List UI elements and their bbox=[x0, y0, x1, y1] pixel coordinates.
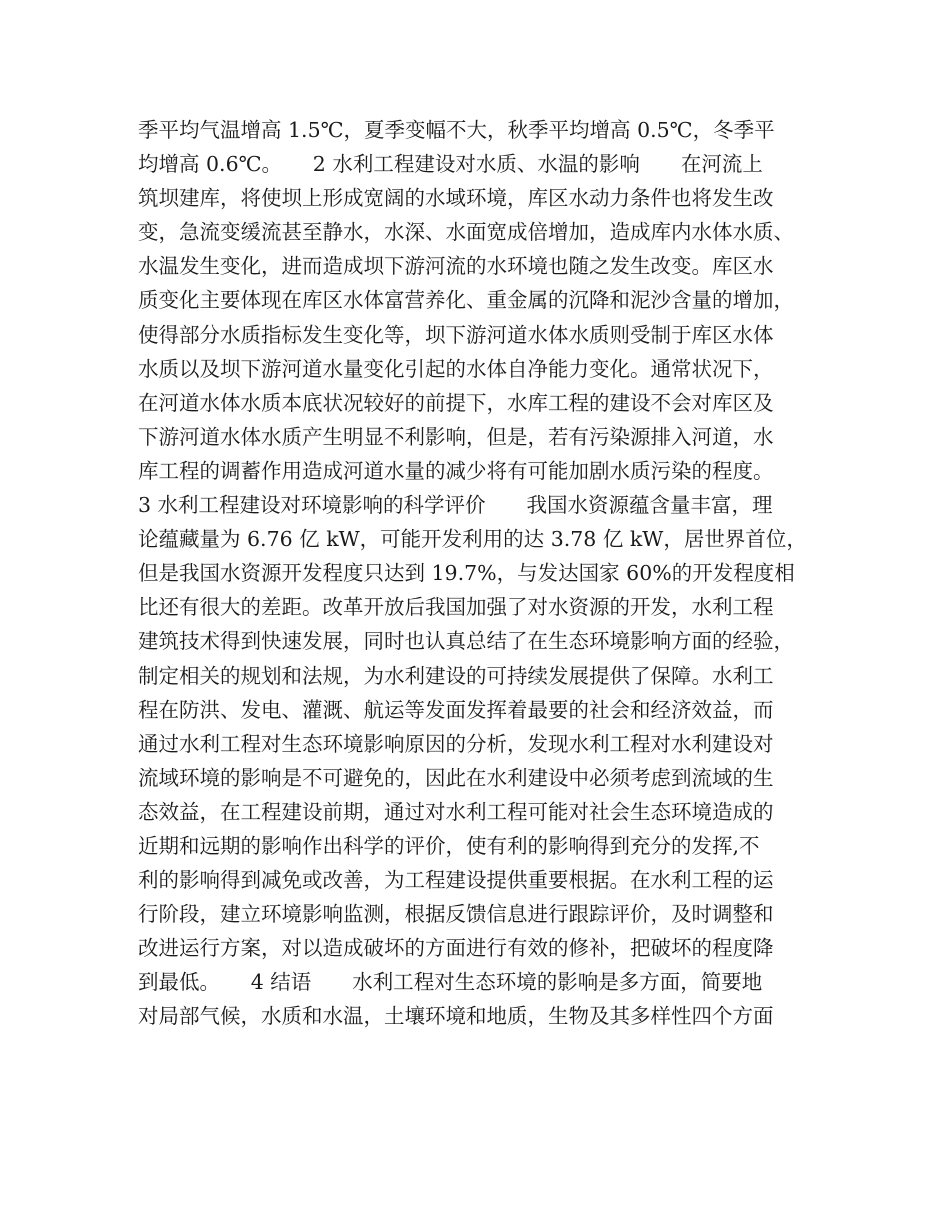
body-text bbox=[138, 113, 828, 1034]
text-line: 下游河道水体水质产生明显不利影响，但是，若有污染源排入河道，水 bbox=[138, 424, 774, 449]
text-line: 利的影响得到减免或改善，为工程建设提供重要根据。在水利工程的运 bbox=[138, 868, 774, 893]
text-line: 改进运行方案，对以造成破坏的方面进行有效的修补，把破坏的程度降 bbox=[138, 936, 774, 961]
text-line: 程在防洪、发电、灌溉、航运等发面发挥着最要的社会和经济效益，而 bbox=[138, 697, 774, 722]
text-line: 行阶段，建立环境影响监测，根据反馈信息进行跟踪评价，及时调整和 bbox=[138, 902, 774, 927]
text-line: 对局部气候，水质和水温，土壤环境和地质，生物及其多样性四个方面 bbox=[138, 1004, 774, 1029]
text-line: 库工程的调蓄作用造成河道水量的减少将有可能加剧水质污染的程度。 bbox=[138, 458, 774, 483]
text-line: 质变化主要体现在库区水体富营养化、重金属的沉降和泥沙含量的增加， bbox=[138, 288, 794, 313]
text-line: 比还有很大的差距。改革开放后我国加强了对水资源的开发，水利工程 bbox=[138, 595, 774, 620]
text-line: 季平均气温增高 1.5℃，夏季变幅不大，秋季平均增高 0.5℃，冬季平 bbox=[138, 118, 775, 142]
text-line: 均增高 0.6℃。 2 水利工程建设对水质、水温的影响 在河流上 bbox=[138, 152, 763, 177]
text-line: 流域环境的影响是不可避免的，因此在水利建设中必须考虑到流域的生 bbox=[138, 765, 774, 790]
text-line: 到最低。 4 结语 水利工程对生态环境的影响是多方面，简要地 bbox=[138, 970, 763, 995]
text-line: 在河道水体水质本底状况较好的前提下，水库工程的建设不会对库区及 bbox=[138, 390, 774, 415]
text-line: 态效益，在工程建设前期，通过对水利工程可能对社会生态环境造成的 bbox=[138, 799, 774, 824]
text-line: 通过水利工程对生态环境影响原因的分析，发现水利工程对水利建设对 bbox=[138, 731, 774, 756]
text-line: 论蕴藏量为 6.76 亿 kW，可能开发利用的达 3.78 亿 kW，居世界首位， bbox=[138, 527, 807, 552]
text-line: 3 水利工程建设对环境影响的科学评价 我国水资源蕴含量丰富，理 bbox=[138, 493, 773, 518]
text-line: 水质以及坝下游河道水量变化引起的水体自净能力变化。通常状况下， bbox=[138, 356, 774, 381]
text-line: 筑坝建库，将使坝上形成宽阔的水域环境，库区水动力条件也将发生改 bbox=[138, 186, 774, 211]
text-line: 水温发生变化，进而造成坝下游河流的水环境也随之发生改变。库区水 bbox=[138, 254, 774, 279]
text-line: 建筑技术得到快速发展，同时也认真总结了在生态环境影响方面的经验， bbox=[138, 629, 794, 654]
text-line: 变，急流变缓流甚至静水，水深、水面宽成倍增加，造成库内水体水质、 bbox=[138, 220, 794, 245]
text-line: 制定相关的规划和法规，为水利建设的可持续发展提供了保障。水利工 bbox=[138, 663, 774, 688]
text-line: 近期和远期的影响作出科学的评价，使有利的影响得到充分的发挥,不 bbox=[138, 833, 760, 858]
text-line: 使得部分水质指标发生变化等，坝下游河道水体水质则受制于库区水体 bbox=[138, 322, 774, 347]
text-line: 但是我国水资源开发程度只达到 19.7%，与发达国家 60%的开发程度相 bbox=[138, 561, 795, 586]
